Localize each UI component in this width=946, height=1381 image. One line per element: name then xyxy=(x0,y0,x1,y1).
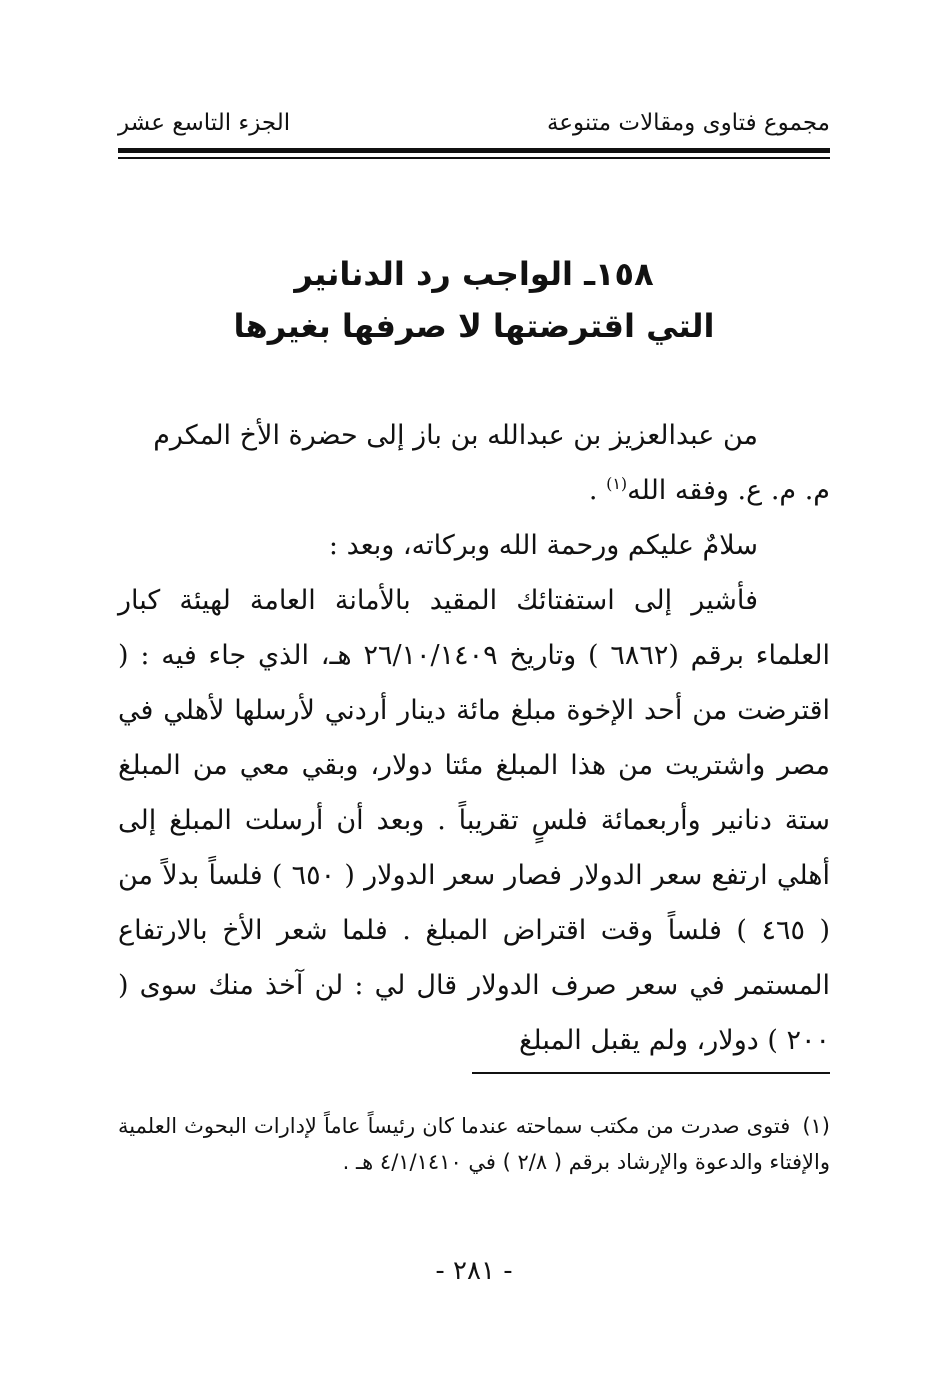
footnote xyxy=(118,1108,830,1180)
footnote-text: فتوى صدرت من مكتب سماحته عندما كان رئيساً عاماً لإدارات البحوث العلمية والإفتاء والدعوة والإرشاد برقم ( ٢/٨ ) في ٤/١/١٤١٠ هـ . xyxy=(118,1114,830,1174)
title-line-1: ١٥٨ـ الواجب رد الدنانير xyxy=(294,255,654,293)
footnote-number: (١) xyxy=(802,1114,830,1138)
recipient-line xyxy=(118,463,830,518)
recipient-end: . xyxy=(588,475,598,506)
volume-label: الجزء التاسع عشر xyxy=(118,110,291,136)
running-header xyxy=(118,110,830,150)
article-title xyxy=(118,248,830,352)
footnote-separator xyxy=(472,1072,830,1074)
from-line: من عبدالعزيز بن عبدالله بن باز إلى حضرة الأخ المكرم xyxy=(153,420,758,451)
header-rule-thin xyxy=(118,157,830,159)
greeting: سلامٌ عليكم ورحمة الله وبركاته، وبعد : xyxy=(328,530,758,561)
recipient-text: م. م. ع. وفقه الله xyxy=(627,475,830,506)
page-number: - ٢٨١ - xyxy=(435,1256,513,1286)
book-title: مجموع فتاوى ومقالات متنوعة xyxy=(546,110,830,136)
header-rule-thick xyxy=(118,148,830,153)
footnote-reference: (١) xyxy=(606,474,628,493)
main-paragraph: فأشير إلى استفتائك المقيد بالأمانة العامة لهيئة كبار العلماء برقم (٦٨٦٢ ) وتاريخ ٢٦/١٠/١٤٠٩ هـ، الذي جاء فيه : ( اقترضت من أحد الإخوة مبلغ مائة دينار أردني لأرسلها لأهلي في مصر واشتريت من هذا المبلغ مئتا دولار، وبقي معي من المبلغ ستة دنانير وأربعمائة فلسٍ تقريباً . وبعد أن أرسلت المبلغ إلى أهلي ارتفع سعر الدولار فصار سعر الدولار ( ٦٥٠ ) فلساً بدلاً من ( ٤٦٥ ) فلساً وقت اقتراض المبلغ . فلما شعر الأخ بالارتفاع المستمر في سعر صرف الدولار قال لي : لن آخذ منك سوى ( ٢٠٠ ) دولار، ولم يقبل المبلغ xyxy=(118,585,831,1056)
title-line-2: التي اقترضتها لا صرفها بغيرها xyxy=(233,307,715,345)
letter-body xyxy=(118,408,830,1068)
